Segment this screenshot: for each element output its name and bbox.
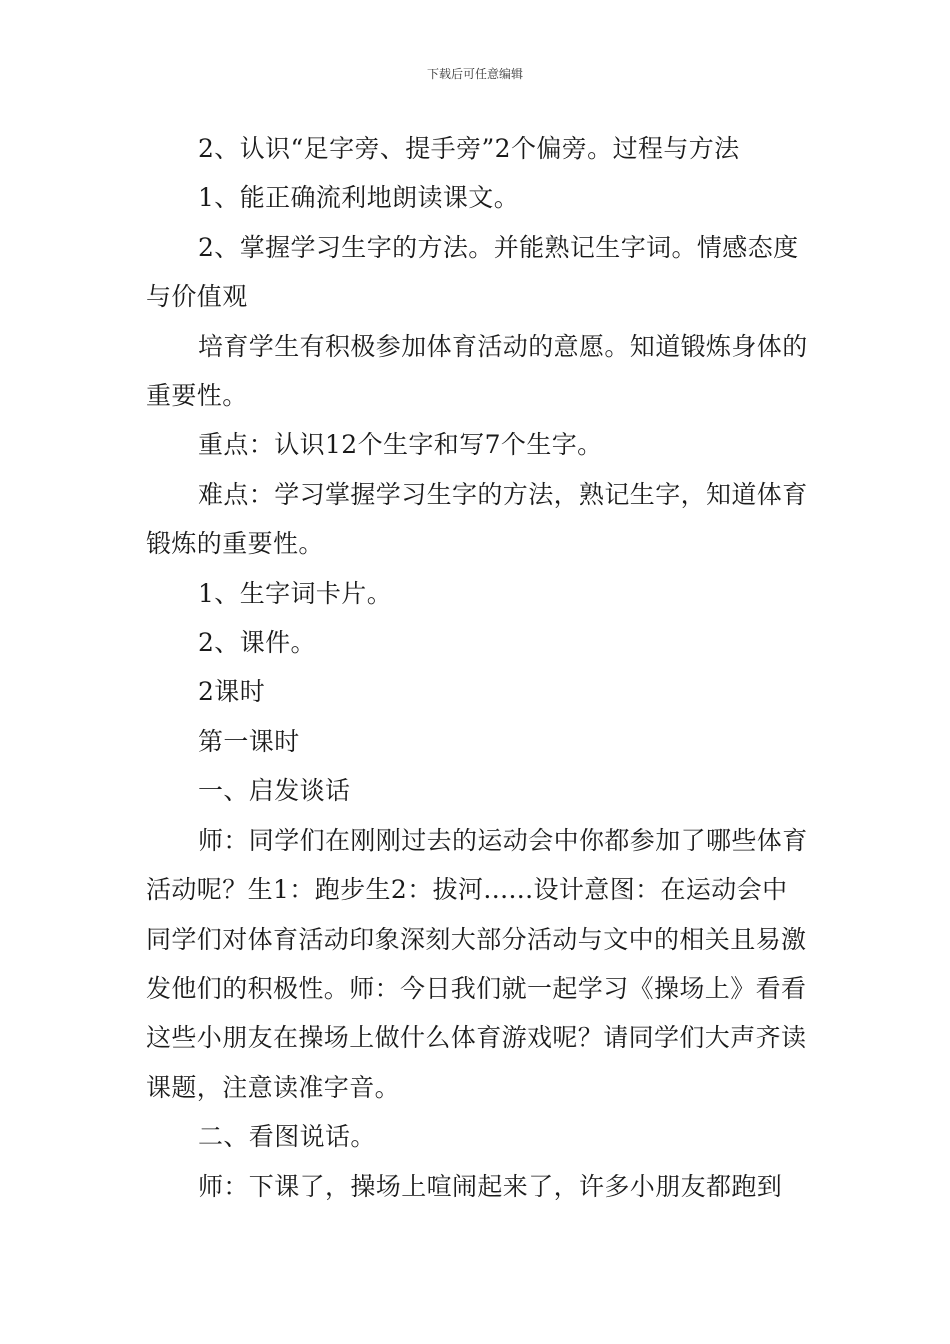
paragraph: 1、生字词卡片。 <box>198 578 393 608</box>
paragraph: 重点：认识12个生字和写7个生字。 <box>198 430 603 460</box>
paragraph: 难点：学习掌握学习生字的方法，熟记生字，知道体育锻炼的重要性。 <box>146 479 808 559</box>
paragraph: 一、启发谈话 <box>198 776 351 806</box>
paragraph: 师：同学们在刚刚过去的运动会中你都参加了哪些体育活动呢？生1：跑步生2：拔河......设计意图：在运动会中同学们对体育活动印象深刻大部分活动与文中的相关且易激发他们的积极性。师：今日我们就一起学习《操场上》看看这些小朋友在操场上做什么体育游戏呢？请同学们大声齐读课题，注意读准字音。 <box>146 825 808 1102</box>
page-header-note: 下载后可任意编辑 <box>426 67 523 81</box>
paragraph: 2、认识“足字旁、提手旁”2个偏旁。过程与方法 <box>198 134 740 163</box>
paragraph: 2、掌握学习生字的方法。并能熟记生字词。情感态度与价值观 <box>146 232 799 312</box>
paragraph: 二、看图说话。 <box>198 1122 376 1152</box>
paragraph: 培育学生有积极参加体育活动的意愿。知道锻炼身体的重要性。 <box>146 331 808 411</box>
paragraph: 师：下课了，操场上喧闹起来了，许多小朋友都跑到 <box>198 1171 783 1201</box>
paragraph: 第一课时 <box>198 726 300 756</box>
paragraph: 1、能正确流利地朗读课文。 <box>198 183 520 213</box>
paragraph: 2、课件。 <box>198 628 316 658</box>
document-body <box>146 124 810 1211</box>
paragraph: 2课时 <box>198 677 266 707</box>
